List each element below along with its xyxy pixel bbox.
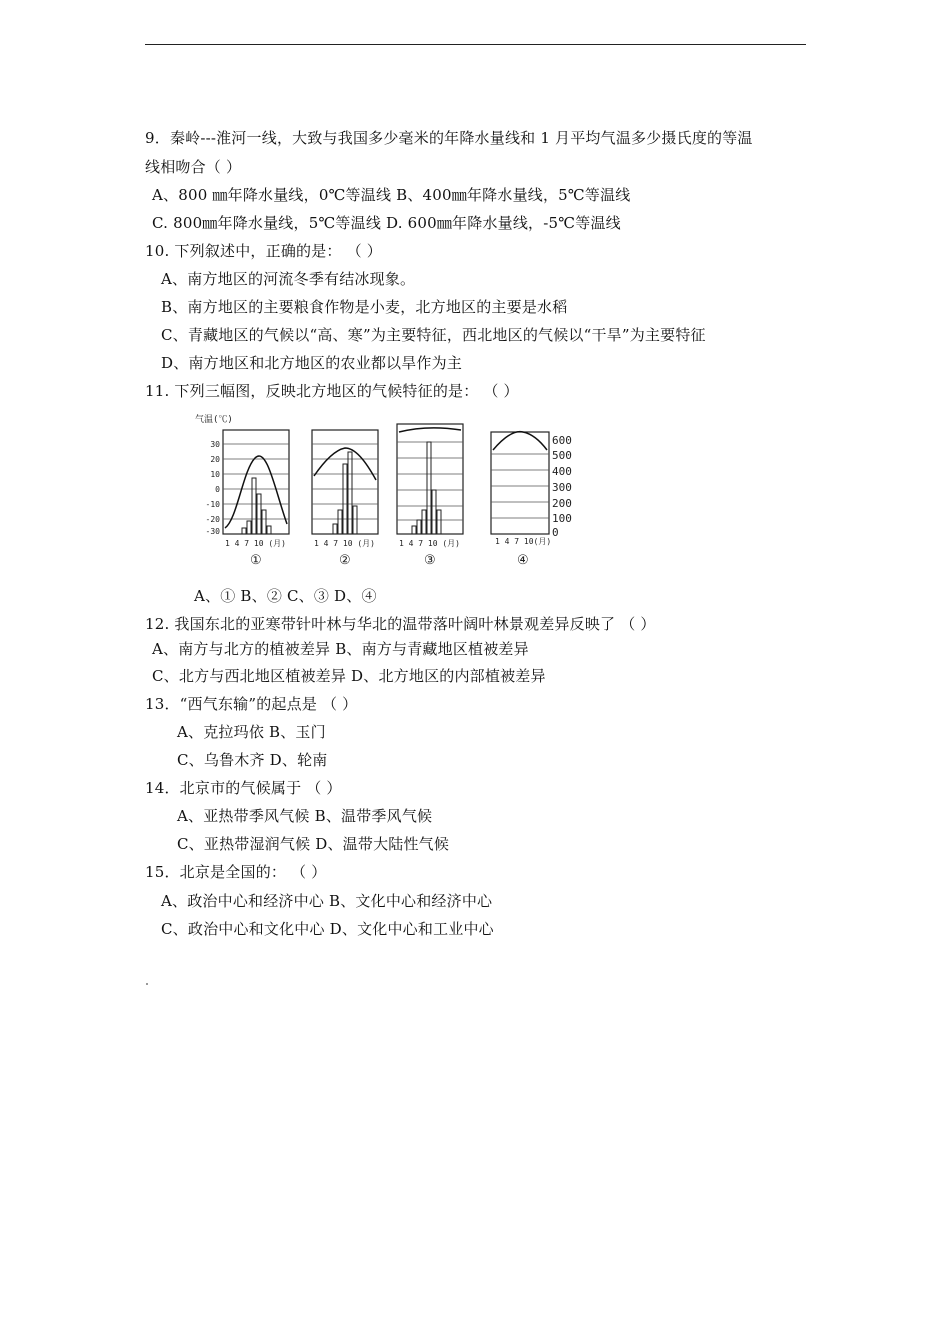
precip-tick-400: 400: [552, 465, 572, 478]
header-rule: [145, 44, 806, 45]
precip-tick-0: 0: [552, 526, 559, 539]
temp-tick-0: 0: [215, 485, 220, 494]
climate-chart-2: [312, 430, 378, 568]
q13-options-line2: C、乌鲁木齐 D、轮南: [177, 751, 328, 769]
q9-stem-line2: 线相吻合（ ）: [145, 158, 242, 176]
q15-options-line2: C、政治中心和文化中心 D、文化中心和工业中心: [161, 920, 494, 938]
q10-option-c: C、青藏地区的气候以“高、寒”为主要特征，西北地区的气候以“干旱”为主要特征: [161, 326, 706, 344]
precip-tick-600: 600: [552, 434, 572, 447]
temp-tick-minus30: -30: [205, 527, 220, 536]
q11-options: A、① B、② C、③ D、④: [194, 587, 377, 605]
q11-stem: 11. 下列三幅图，反映北方地区的气候特征的是： （ ）: [145, 382, 519, 400]
climate-charts-figure: [195, 410, 585, 570]
chart-label-2: ②: [339, 553, 351, 568]
q15-options-line1: A、政治中心和经济中心 B、文化中心和经济中心: [161, 892, 493, 910]
climate-chart-1: [195, 413, 289, 568]
precip-tick-500: 500: [552, 449, 572, 462]
precip-tick-100: 100: [552, 512, 572, 525]
month-ticks-4: 1 4 7 10(月): [495, 537, 552, 546]
month-ticks-3: 1 4 7 10 (月): [399, 539, 460, 548]
q10-option-a: A、南方地区的河流冬季有结冰现象。: [161, 270, 416, 288]
precip-tick-300: 300: [552, 481, 572, 494]
q15-stem: 15．北京是全国的： （ ）: [145, 863, 327, 881]
temp-tick-30: 30: [210, 440, 220, 449]
q12-options-line2: C、北方与西北地区植被差异 D、北方地区的内部植被差异: [152, 667, 546, 685]
y-axis-title: 气温(℃): [195, 415, 233, 425]
q14-options-line1: A、亚热带季风气候 B、温带季风气候: [177, 807, 433, 825]
q10-option-b: B、南方地区的主要粮食作物是小麦，北方地区的主要是水稻: [161, 298, 568, 316]
q14-stem: 14．北京市的气候属于 （ ）: [145, 779, 342, 797]
q12-stem: 12. 我国东北的亚寒带针叶林与华北的温带落叶阔叶林景观差异反映了 （ ）: [145, 615, 656, 633]
q13-options-line1: A、克拉玛依 B、玉门: [177, 723, 326, 741]
temp-tick-10: 10: [210, 470, 220, 479]
month-ticks-1: 1 4 7 10 (月): [225, 539, 286, 548]
q9-stem-line1: 9．秦岭---淮河一线，大致与我国多少毫米的年降水量线和 1 月平均气温多少摄氏度的等温: [145, 129, 753, 147]
q14-options-line2: C、亚热带湿润气候 D、温带大陆性气候: [177, 835, 450, 853]
temp-tick-minus10: -10: [205, 500, 220, 509]
chart-label-1: ①: [250, 553, 262, 568]
chart-label-3: ③: [424, 553, 436, 568]
q10-stem: 10. 下列叙述中，正确的是： （ ）: [145, 242, 382, 260]
q9-options-line2: C. 800㎜年降水量线，5℃等温线 D. 600㎜年降水量线，-5℃等温线: [152, 214, 621, 232]
temp-tick-minus20: -20: [205, 515, 220, 524]
temp-tick-20: 20: [210, 455, 220, 464]
climate-chart-4: [491, 432, 572, 568]
month-ticks-2: 1 4 7 10 (月): [314, 539, 375, 548]
stray-mark: [146, 983, 148, 985]
q10-option-d: D、南方地区和北方地区的农业都以旱作为主: [161, 354, 463, 372]
q13-stem: 13．“西气东输”的起点是 （ ）: [145, 695, 358, 713]
q12-options-line1: A、南方与北方的植被差异 B、南方与青藏地区植被差异: [152, 640, 529, 658]
precip-tick-200: 200: [552, 497, 572, 510]
q9-options-line1: A、800 ㎜年降水量线，0℃等温线 B、400㎜年降水量线，5℃等温线: [152, 186, 631, 204]
chart-label-4: ④: [517, 553, 529, 568]
climate-chart-3: [397, 424, 463, 568]
